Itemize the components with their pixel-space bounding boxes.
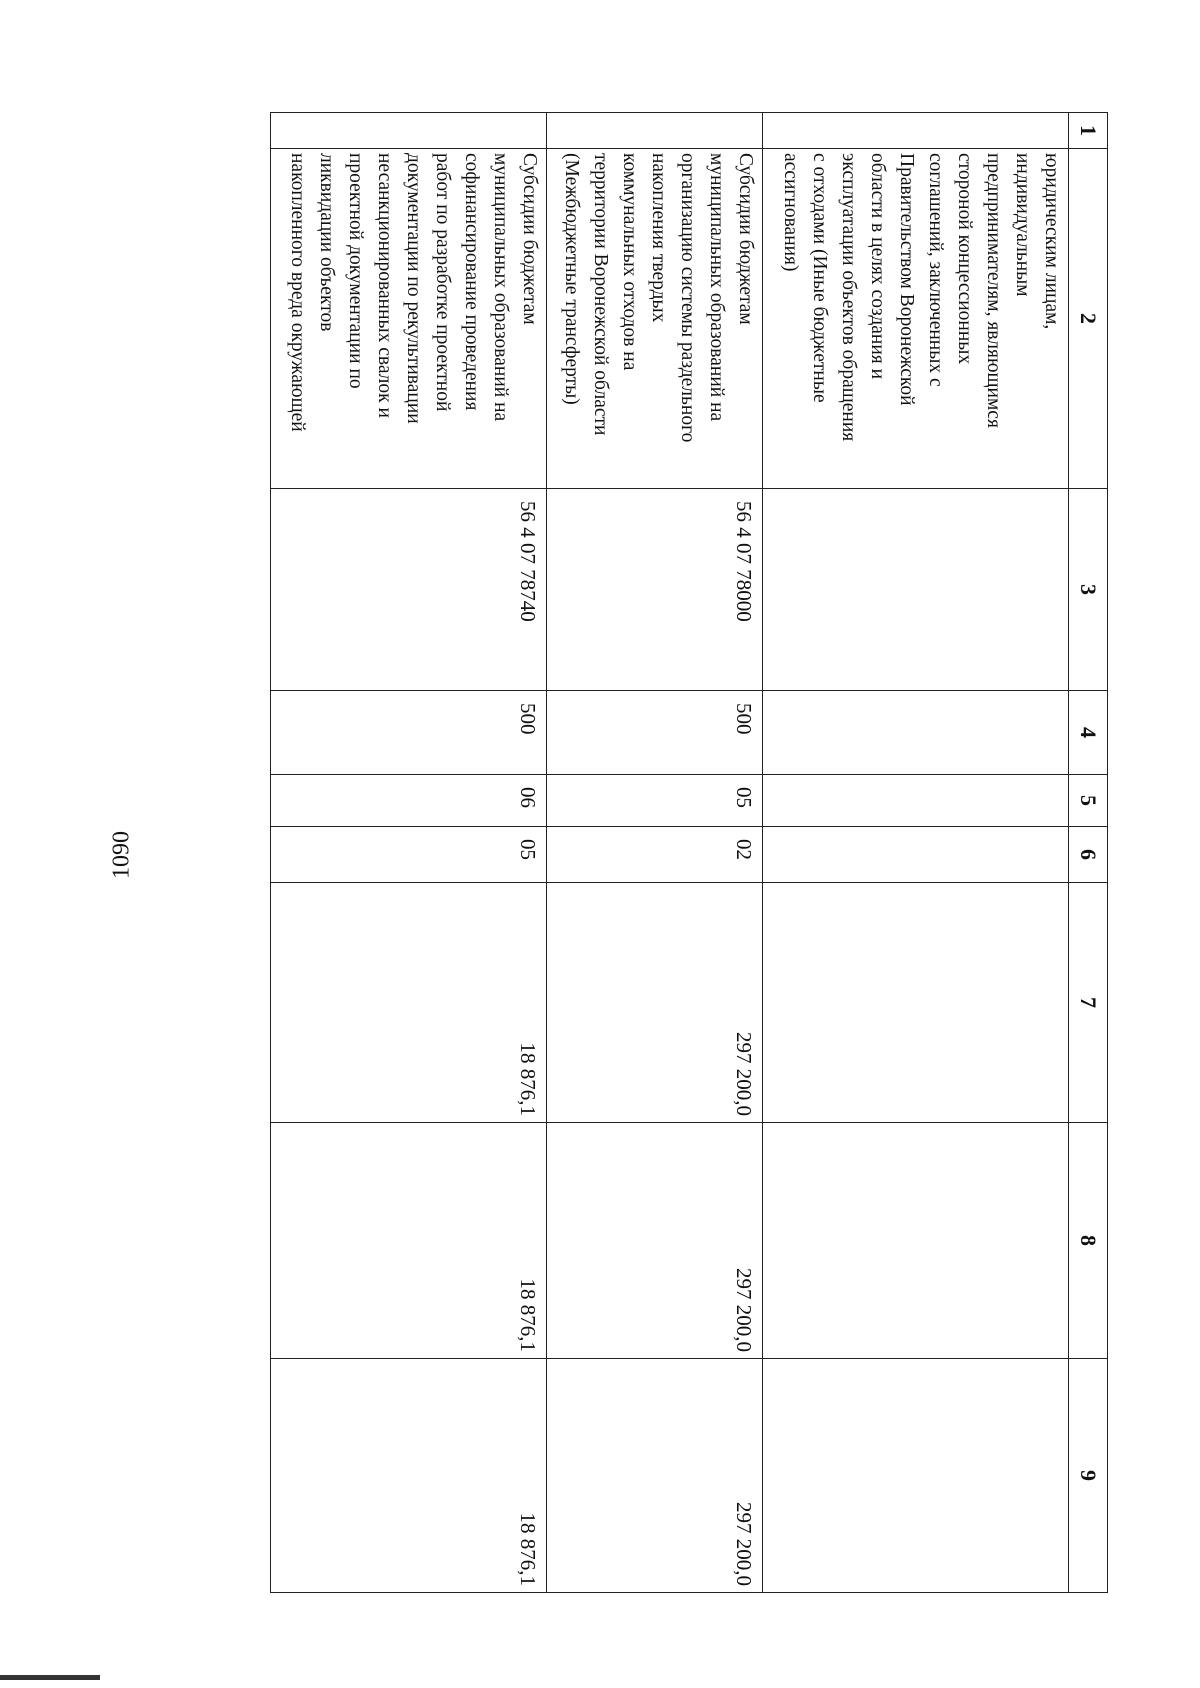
description-line: муниципальных образований на: [706, 153, 727, 422]
amount-col-9: 18 876,1: [271, 1359, 547, 1593]
target-article-code: 56 4 07 78740: [271, 489, 547, 691]
amount-col-8: 297 200,0: [547, 1123, 763, 1359]
amount-col-7: 18 876,1: [271, 883, 547, 1123]
header-col-6: 6: [1069, 827, 1108, 883]
description-line: несанкционированных свалок и: [374, 153, 395, 418]
target-article-code: 56 4 07 78000: [547, 489, 763, 691]
budget-table: [270, 112, 1108, 1593]
description-line: ликвидации объектов: [316, 153, 337, 332]
description-line: организацию системы раздельного: [677, 153, 698, 443]
page-number: [102, 815, 142, 895]
description-line: проектной документации по: [345, 153, 366, 389]
description-line: индивидуальным: [1012, 153, 1033, 297]
description-line: предпринимателям, являющимся: [983, 153, 1004, 428]
section-code: 06: [271, 775, 547, 827]
expense-type-code: 500: [271, 691, 547, 775]
description-line: области в целях создания и: [867, 153, 888, 380]
section-code: [763, 775, 1069, 827]
description-line: Субсидии бюджетам: [735, 153, 756, 325]
description-line: софинансирование проведения: [461, 153, 482, 411]
amount-col-9: 297 200,0: [547, 1359, 763, 1593]
description-line: документации по рекультивации: [403, 153, 424, 424]
description-line: коммунальных отходов на: [619, 153, 640, 371]
header-col-9: 9: [1069, 1359, 1108, 1593]
target-article-code: [763, 489, 1069, 691]
table-row: [763, 113, 1069, 1593]
rotated-table-container: [198, 112, 1108, 1592]
amount-col-9: [763, 1359, 1069, 1593]
table-row: [271, 113, 547, 1593]
description-line: ассигнования): [780, 153, 801, 272]
amount-col-7: 297 200,0: [547, 883, 763, 1123]
description-line: Правительством Воронежской: [896, 153, 917, 406]
subsection-code: [763, 827, 1069, 883]
expense-type-code: 500: [547, 691, 763, 775]
header-col-3: 3: [1069, 489, 1108, 691]
cell-col-1: [547, 113, 763, 149]
page-number-text: 1090: [108, 831, 135, 879]
header-row: [1069, 113, 1108, 1593]
description-line: Субсидии бюджетам: [519, 153, 540, 325]
header-col-1: 1: [1069, 113, 1108, 149]
subsection-code: 05: [271, 827, 547, 883]
description-cell: [763, 149, 1069, 489]
amount-col-7: [763, 883, 1069, 1123]
description-line: территории Воронежской области: [590, 153, 611, 436]
header-col-7: 7: [1069, 883, 1108, 1123]
description-line: работ по разработке проектной: [432, 153, 453, 412]
expense-type-code: [763, 691, 1069, 775]
cell-col-1: [271, 113, 547, 149]
description-line: (Межбюджетные трансферты): [561, 153, 582, 405]
amount-col-8: 18 876,1: [271, 1123, 547, 1359]
description-line: накопления твердых: [648, 153, 669, 323]
description-line: муниципальных образований на: [490, 153, 511, 422]
description-line: эксплуатации объектов обращения: [838, 153, 859, 442]
header-col-2: 2: [1069, 149, 1108, 489]
header-col-8: 8: [1069, 1123, 1108, 1359]
description-line: стороной концессионных: [954, 153, 975, 365]
amount-col-8: [763, 1123, 1069, 1359]
description-cell: [547, 149, 763, 489]
description-line: юридическим лицам,: [1041, 153, 1062, 330]
description-cell: [271, 149, 547, 489]
description-line: накопленного вреда окружающей: [287, 153, 308, 432]
subsection-code: 02: [547, 827, 763, 883]
description-line: соглашений, заключенных с: [925, 153, 946, 387]
header-col-4: 4: [1069, 691, 1108, 775]
scan-edge-mark: [0, 1675, 100, 1680]
table-row: [547, 113, 763, 1593]
cell-col-1: [763, 113, 1069, 149]
description-line: с отходами (Иные бюджетные: [809, 153, 830, 403]
header-col-5: 5: [1069, 775, 1108, 827]
section-code: 05: [547, 775, 763, 827]
